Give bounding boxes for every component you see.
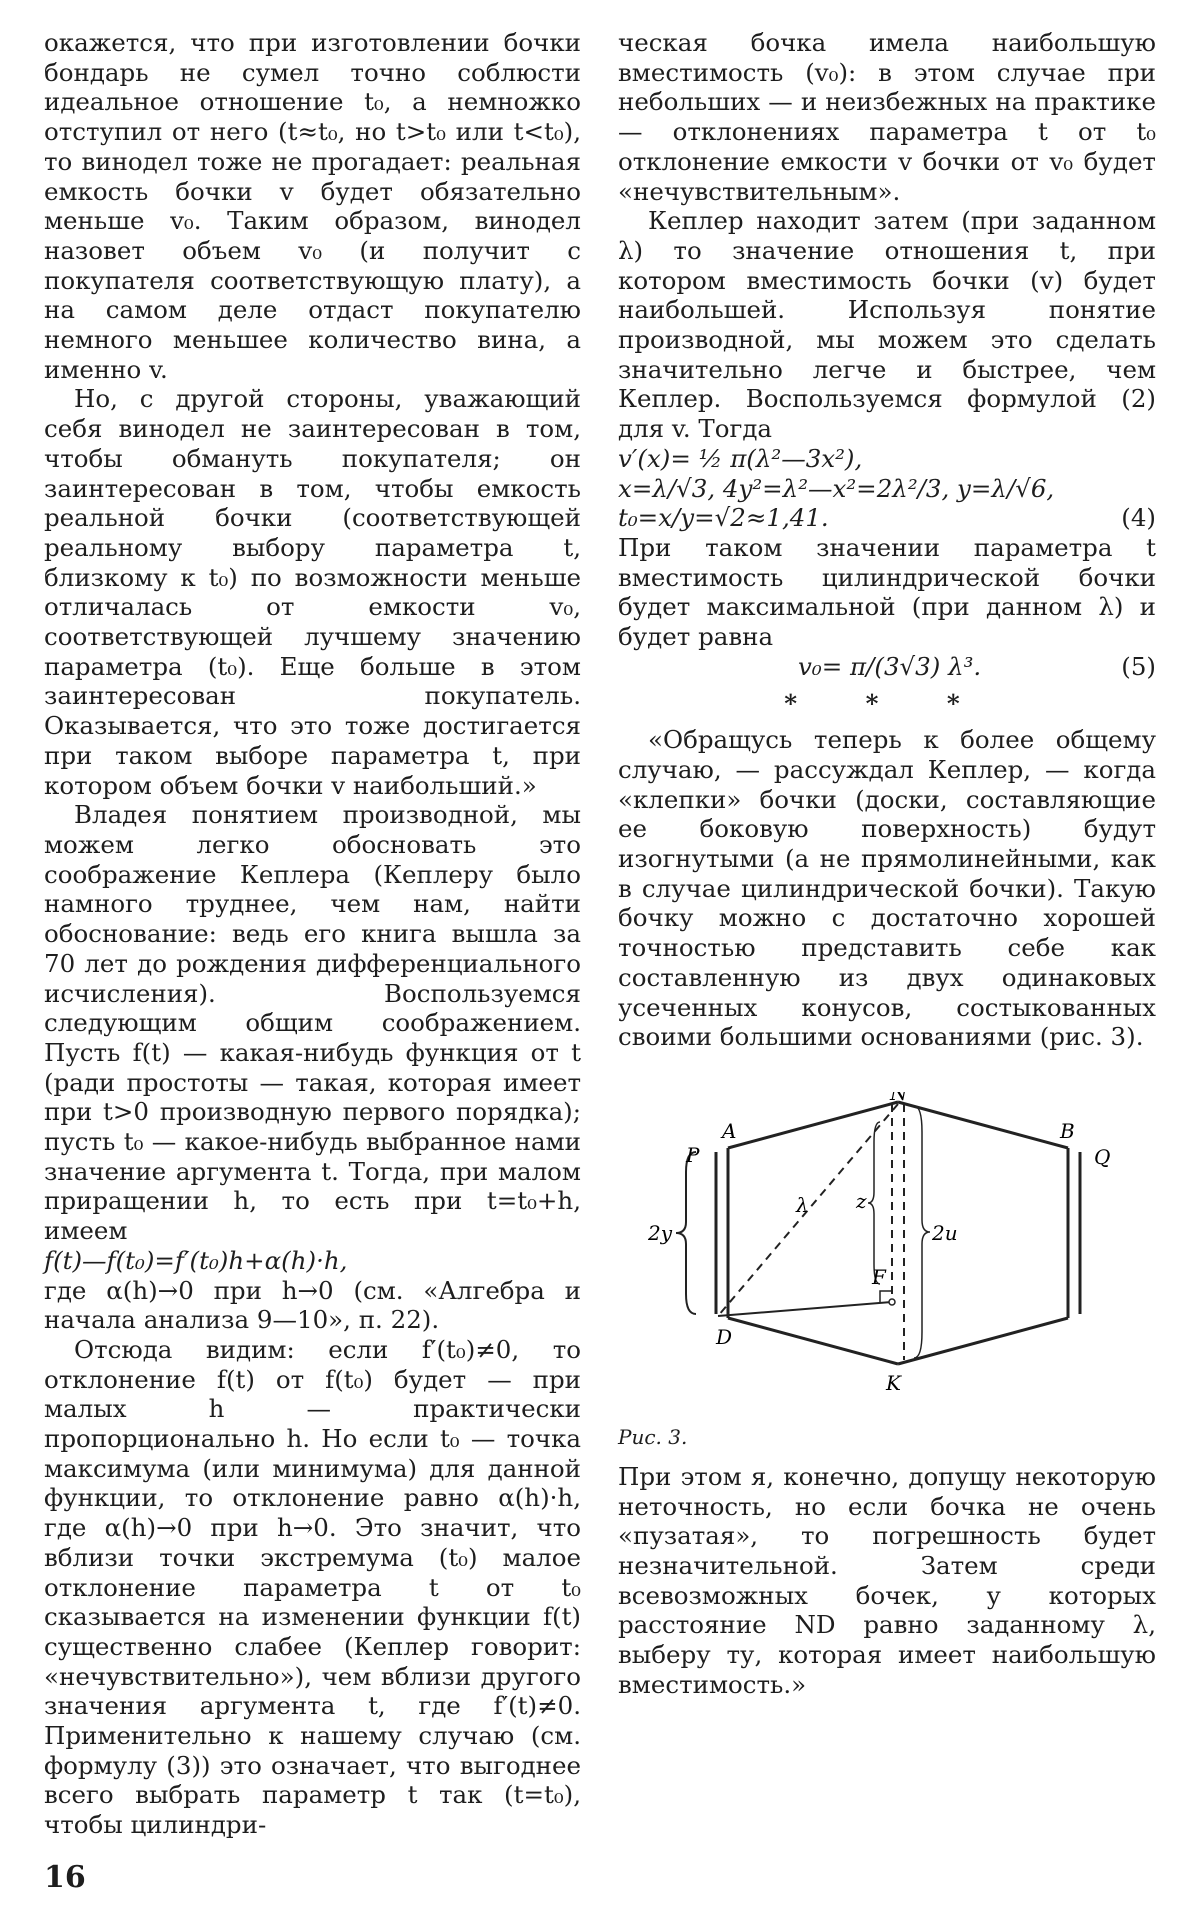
- label-B: B: [1060, 1118, 1075, 1143]
- brace-2y: [676, 1152, 696, 1314]
- formula-4-row: [618, 503, 1156, 533]
- paragraph: Отсюда видим: если f′(t₀)≠0, то отклонение f(t) от f(t₀) будет — при малых h — практически пропорционально h. Но если t₀ — точка максимума (или минимума) для данной функции, то отклонение равно α(h)·h, где α(h)→0 при h→0. Это значит, что вблизи точки экстремума (t₀) малое отклонение параметра t от t₀ сказывается на изменении функции f(t) существенно слабее (Кеплер говорит: «нечувствительно»), чем вблизи другого значения аргумента t, где f′(t)≠0. Применительно к нашему случаю (см. формулу (3)) это означает, что выгоднее всего выбрать параметр t так (t=t₀), чтобы цилиндри-: [44, 1334, 581, 1840]
- paragraph: Владея понятием производной, мы можем легко обосновать это соображение Кеплера (Кеплеру было намного труднее, чем нам, найти обоснование: ведь его книга вышла за 70 лет до рождения дифференциального исчисления). Воспользуемся следующим общим соображением. Пусть f(t) — какая-нибудь функция от t (ради простоты — такая, которая имеет при t>0 производную первого порядка); пусть t₀ — какое-нибудь выбранное нами значение аргумента t. Тогда, при малом приращении h, то есть при t=t₀+h, имеем: [44, 800, 581, 1246]
- equation-number-5: (5): [1121, 651, 1156, 681]
- paragraph: При таком значении параметра t вместимость цилиндрической бочки будет максимальной (при данном λ) и будет равна: [618, 532, 1156, 652]
- edge-NB: [898, 1102, 1068, 1148]
- paragraph: окажется, что при изготовлении бочки бондарь не сумел точно соблюсти идеальное отношение t₀, а немножко отступил от него (t≈t₀, но t>t₀ или t<t₀), то винодел тоже не прогадает: реальная емкость бочки v будет обязательно меньше v₀. Таким образом, винодел назовет объем v₀ (и получит с покупателя соответствующую плату), а на самом деле отдаст покупателю немного меньшее количество вина, а именно v.: [44, 28, 581, 384]
- point-F: [889, 1299, 895, 1305]
- figure-caption: Рис. 3.: [618, 1424, 688, 1449]
- left-column: [44, 28, 581, 1840]
- formula-derivative: v′(x)= ½ π(λ²—3x²),: [618, 443, 863, 473]
- brace-z: [868, 1122, 880, 1284]
- edge-K-right: [898, 1318, 1068, 1364]
- label-2u: 2u: [932, 1220, 958, 1245]
- label-K: K: [886, 1370, 901, 1395]
- section-separator: * * *: [784, 689, 990, 719]
- formula-4a: x=λ/√3, 4y²=λ²—x²=2λ²/3, y=λ/√6,: [618, 473, 1055, 503]
- paragraph: Кеплер находит затем (при заданном λ) то значение отношения t, при котором вместимость бочки (v) будет наибольшей. Используя понятие производной, мы можем это сделать значительно легче и быстрее, чем Кеплер. Воспользуемся формулой (2) для v. Тогда: [618, 206, 1156, 444]
- paragraph: «Обращусь теперь к более общему случаю, — рассуждал Кеплер, — когда «клепки» бочки (доски, составляющие ее боковую поверхность) будут изогнутыми (а не прямолинейными, как в случае цилиндрической бочки). Такую бочку можно с достаточно хорошей точностью представить себе как составленную из двух одинаковых усеченных конусов, состыкованных своими большими основаниями (рис. 3).: [618, 725, 1156, 1052]
- paragraph: где α(h)→0 при h→0 (см. «Алгебра и начала анализа 9—10», п. 22).: [44, 1275, 581, 1335]
- label-N: N: [890, 1091, 908, 1105]
- paragraph: Но, с другой стороны, уважающий себя винодел не заинтересован в том, чтобы обмануть покупателя; он заинтересован в том, чтобы емкость реальной бочки (соответствующей реальному выбору параметра t, близкому к t₀) по возможности меньше отличалась от емкости v₀, соответствующей лучшему значению параметра (t₀). Еще больше в этом заинтересован покупатель. Оказывается, что это тоже достигается при таком выборе параметра t, при котором объем бочки v наибольший.»: [44, 384, 581, 800]
- figure-3: [618, 1092, 1156, 1462]
- label-lambda: λ: [796, 1192, 809, 1217]
- paragraph: ческая бочка имела наибольшую вместимость (v₀): в этом случае при небольших — и неизбежных на практике — отклонениях параметра t от t₀ отклонение емкости v бочки от v₀ будет «нечувствительным».: [618, 28, 1156, 206]
- segment-DF: [718, 1302, 892, 1316]
- label-z: z: [856, 1188, 867, 1213]
- formula-5: v₀= π/(3√3) λ³.: [798, 651, 982, 681]
- paragraph: При этом я, конечно, допущу некоторую неточность, но если бочка не очень «пузатая», то погрешность будет незначительной. Затем среди всевозможных бочек, у которых расстояние ND равно заданному λ, выберу ту, которая имеет наибольшую вместимость.»: [618, 1461, 1156, 1699]
- formula-4b: t₀=x/y=√2≈1,41.: [618, 503, 829, 533]
- formula-5-row: [618, 652, 1156, 682]
- barrel-diagram: [618, 1092, 1156, 1412]
- label-F: F: [872, 1264, 886, 1289]
- label-A: A: [722, 1118, 737, 1143]
- label-D: D: [716, 1324, 733, 1349]
- page-number: 16: [44, 1860, 86, 1895]
- equation-number-4: (4): [1121, 503, 1156, 533]
- label-P: P: [686, 1142, 700, 1167]
- brace-2u: [914, 1106, 930, 1358]
- edge-AN: [728, 1102, 898, 1148]
- formula-increment: f(t)—f(t₀)=f′(t₀)h+α(h)·h,: [44, 1245, 348, 1275]
- label-Q: Q: [1094, 1144, 1111, 1169]
- label-2y: 2y: [648, 1220, 673, 1245]
- edge-DK: [728, 1318, 898, 1364]
- right-column: [618, 28, 1156, 1700]
